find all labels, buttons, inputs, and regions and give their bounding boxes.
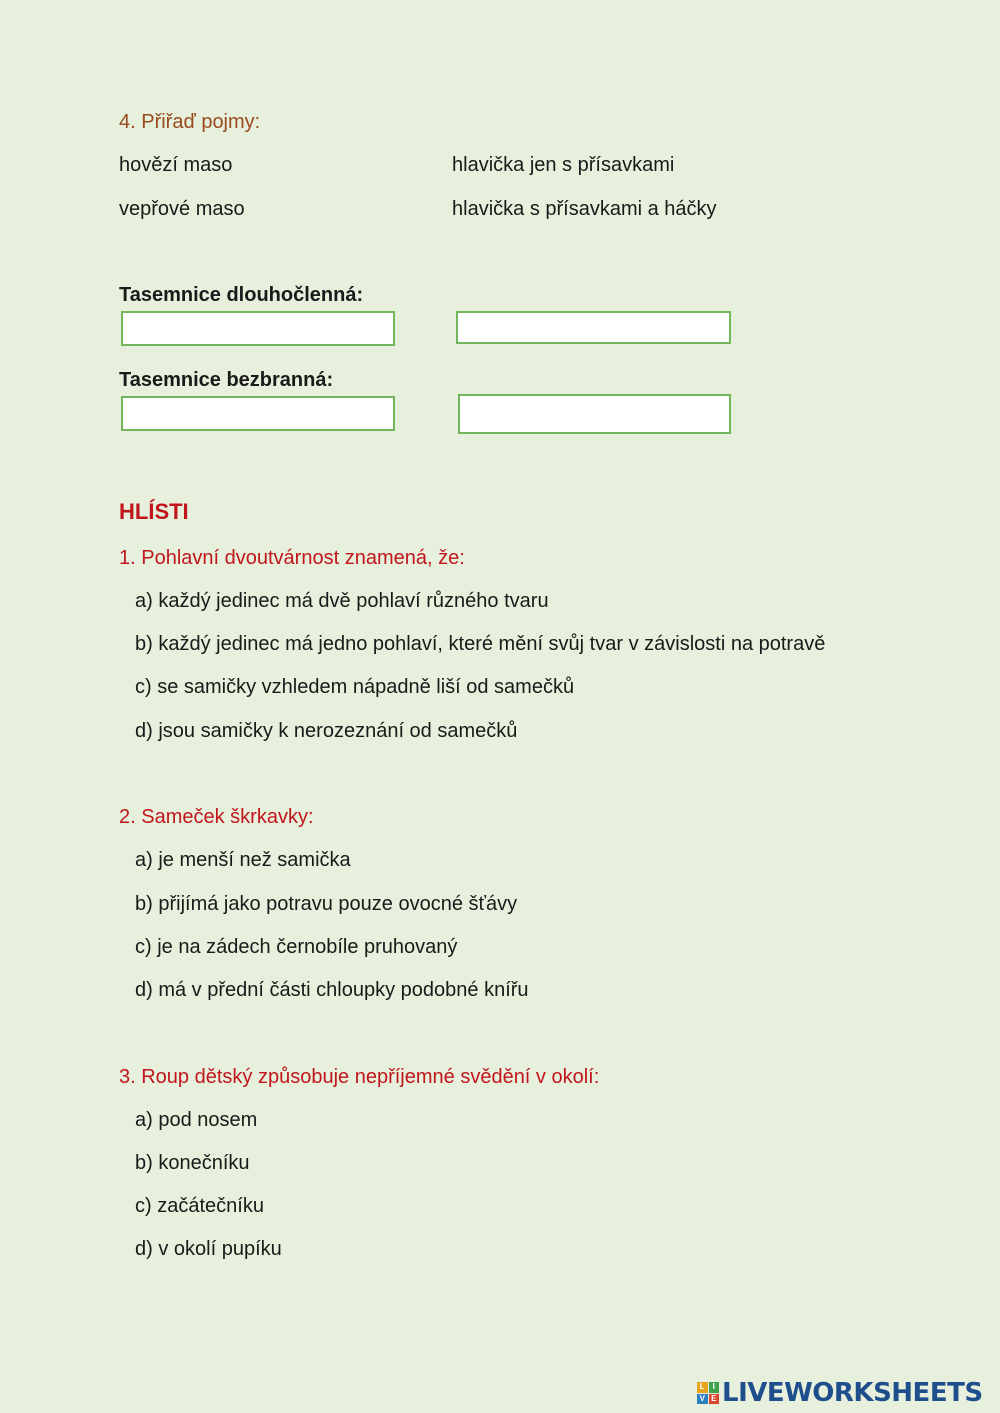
- question-2-option-c[interactable]: c) je na zádech černobíle pruhovaný: [135, 936, 458, 958]
- liveworksheets-logo-text: LIVEWORKSHEETS: [722, 1378, 983, 1408]
- answer-box-long-2[interactable]: [456, 311, 731, 344]
- question-3-option-a[interactable]: a) pod nosem: [135, 1109, 258, 1131]
- question-3-option-b[interactable]: b) konečníku: [135, 1152, 250, 1174]
- answer-box-unarmed-1[interactable]: [121, 396, 395, 431]
- section-title: HLÍSTI: [119, 499, 189, 524]
- liveworksheets-logo-icon: [697, 1382, 719, 1404]
- left-term-pork: vepřové maso: [119, 198, 245, 220]
- question-2-option-d[interactable]: d) má v přední části chloupky podobné knířu: [135, 979, 529, 1001]
- answer-box-unarmed-2[interactable]: [458, 394, 731, 434]
- right-term-suckers-hooks: hlavička s přísavkami a háčky: [452, 198, 717, 220]
- task4-title: 4. Přiřaď pojmy:: [119, 111, 261, 133]
- question-3-title: 3. Roup dětský způsobuje nepříjemné svědění v okolí:: [119, 1066, 600, 1088]
- question-1-option-d[interactable]: d) jsou samičky k nerozeznání od samečků: [135, 720, 518, 742]
- question-1-title: 1. Pohlavní dvoutvárnost znamená, že:: [119, 547, 465, 569]
- question-2-option-b[interactable]: b) přijímá jako potravu pouze ovocné šťávy: [135, 893, 518, 915]
- question-3-option-d[interactable]: d) v okolí pupíku: [135, 1238, 282, 1260]
- question-1-option-b[interactable]: b) každý jedinec má jedno pohlaví, které mění svůj tvar v závislosti na potravě: [135, 633, 826, 655]
- question-2-option-a[interactable]: a) je menší než samička: [135, 849, 351, 871]
- left-term-beef: hovězí maso: [119, 154, 233, 176]
- logo-mark-e: E: [709, 1394, 720, 1405]
- question-3-option-c[interactable]: c) začátečníku: [135, 1195, 264, 1217]
- label-unarmed-tapeworm: Tasemnice bezbranná:: [119, 369, 334, 391]
- answer-box-long-1[interactable]: [121, 311, 395, 346]
- right-term-suckers: hlavička jen s přísavkami: [452, 154, 675, 176]
- logo-mark-i: I: [709, 1382, 720, 1393]
- question-2-title: 2. Sameček škrkavky:: [119, 806, 314, 828]
- liveworksheets-logo: [697, 1379, 983, 1407]
- logo-mark-v: V: [697, 1394, 708, 1405]
- question-1-option-c[interactable]: c) se samičky vzhledem nápadně liší od samečků: [135, 676, 575, 698]
- logo-mark-l: L: [697, 1382, 708, 1393]
- question-1-option-a[interactable]: a) každý jedinec má dvě pohlaví různého tvaru: [135, 590, 549, 612]
- label-long-tapeworm: Tasemnice dlouhočlenná:: [119, 284, 364, 306]
